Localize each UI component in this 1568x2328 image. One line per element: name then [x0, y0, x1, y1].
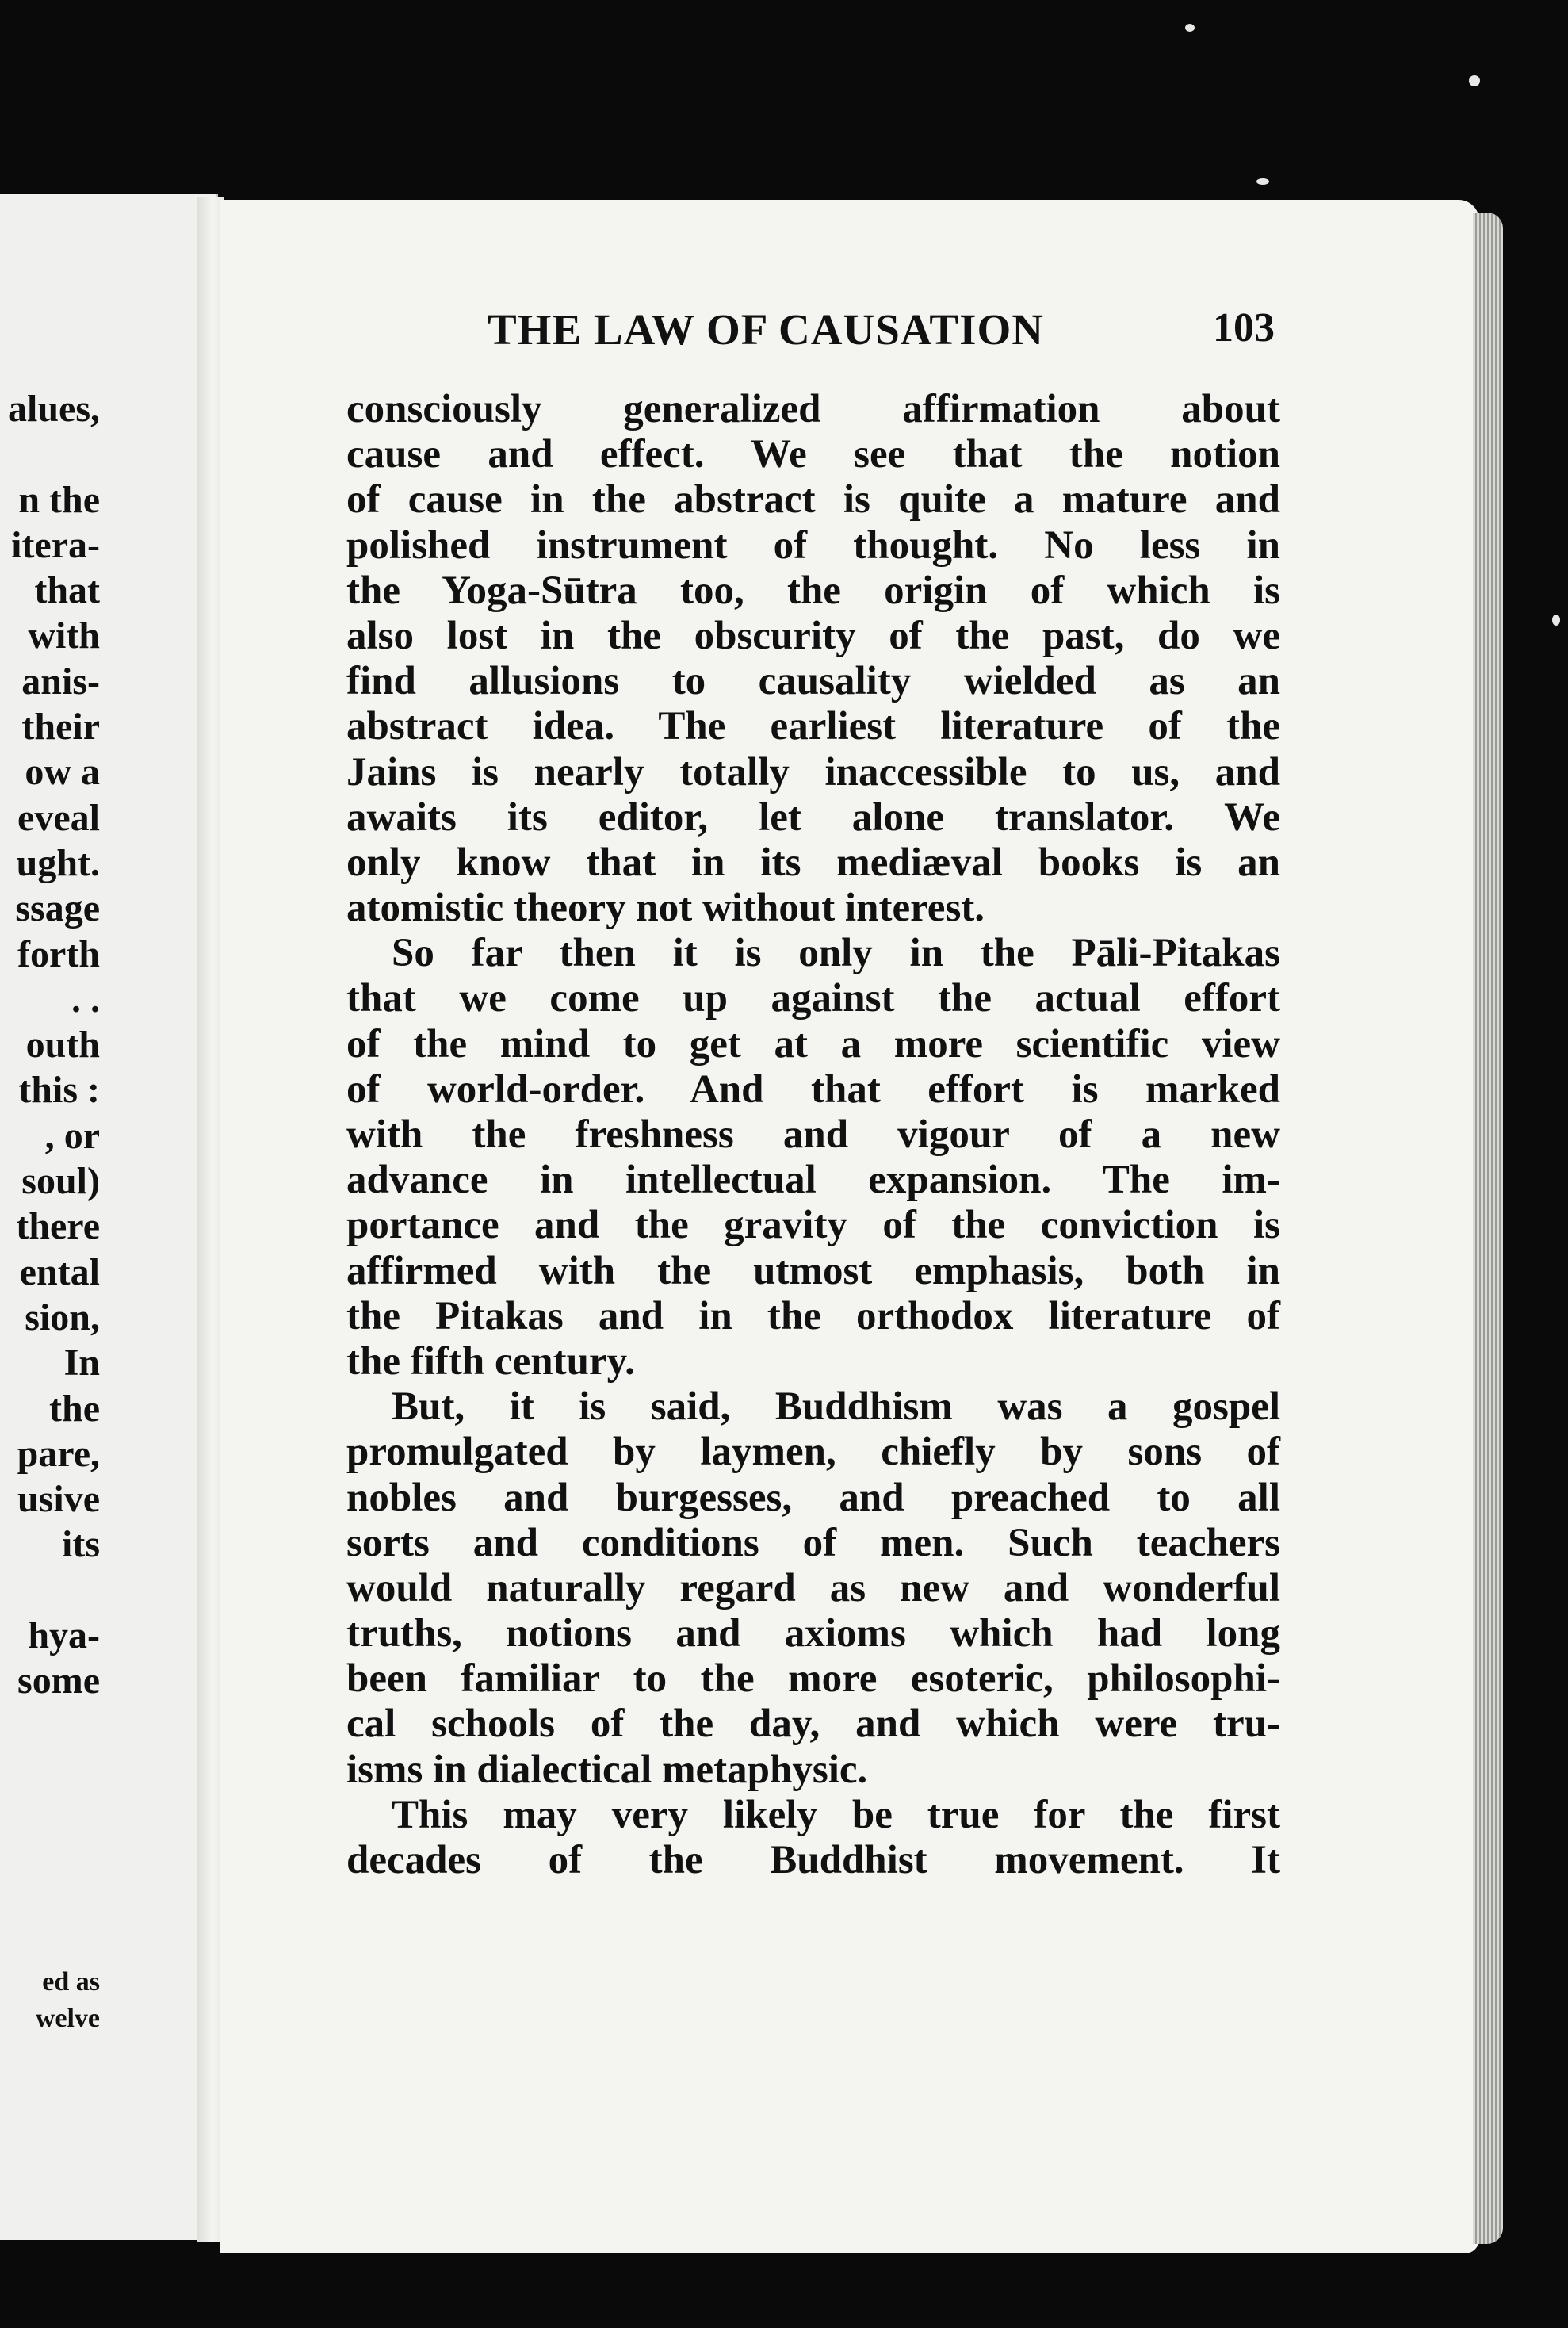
body-text	[346, 387, 1280, 1883]
text-line: polished instrument of thought. No less in	[346, 523, 1280, 568]
left-line: its	[62, 1523, 100, 1566]
text-line: affirmed with the utmost emphasis, both in	[346, 1248, 1280, 1293]
text-line: atomistic theory not without interest.	[346, 886, 985, 931]
left-line: ental	[19, 1250, 100, 1293]
left-line: ssage	[15, 887, 100, 930]
text-line: advance in intellectual expansion. The im-	[346, 1158, 1280, 1203]
left-line: soul)	[21, 1160, 100, 1203]
text-line: the Pitakas and in the orthodox literature of	[346, 1293, 1280, 1338]
left-line: there	[16, 1205, 100, 1248]
book-gutter	[197, 197, 224, 2242]
text-line: cause and effect. We see that the notion	[346, 432, 1280, 477]
left-line: anis-	[21, 660, 100, 703]
left-line: In	[63, 1342, 100, 1384]
left-line: hya-	[28, 1614, 100, 1657]
text-line: decades of the Buddhist movement. It	[346, 1838, 1280, 1882]
left-line: ught.	[16, 841, 100, 884]
page-number: 103	[1213, 305, 1275, 350]
left-line: , or	[44, 1114, 100, 1157]
left-line	[8, 1568, 100, 1613]
left-line: pare,	[17, 1432, 100, 1475]
text-line: the Yoga-Sūtra too, the origin of which is	[346, 568, 1280, 613]
left-page	[0, 194, 218, 2240]
left-line: itera-	[11, 523, 100, 566]
text-line: isms in dialectical metaphysic.	[346, 1747, 868, 1792]
left-line: their	[21, 706, 100, 749]
text-line: of the mind to get at a more scientific view	[346, 1021, 1280, 1066]
text-line: find allusions to causality wielded as an	[346, 659, 1280, 704]
text-line: portance and the gravity of the conviction is	[346, 1203, 1280, 1248]
dust-speck	[1469, 75, 1480, 86]
text-line: awaits its editor, let alone translator. We	[346, 795, 1280, 840]
text-line: consciously generalized affirmation about	[346, 387, 1280, 431]
text-line: abstract idea. The earliest literature of the	[346, 704, 1280, 749]
left-line: some	[17, 1660, 100, 1702]
text-line: also lost in the obscurity of the past, do we	[346, 613, 1280, 658]
left-footnote-line: welve	[35, 2004, 100, 2033]
text-line: So far then it is only in the Pāli-Pitakas	[392, 931, 1280, 976]
text-line: sorts and conditions of men. Such teachers	[346, 1520, 1280, 1565]
dust-speck	[1185, 24, 1195, 32]
left-line: sion,	[25, 1296, 100, 1338]
running-head-title: THE LAW OF CAUSATION	[488, 305, 1045, 354]
text-line: of cause in the abstract is quite a mature and	[346, 477, 1280, 523]
left-page-text-fragments	[8, 386, 100, 1704]
left-line: outh	[25, 1024, 100, 1066]
text-line: only know that in its mediæval books is an	[346, 840, 1280, 885]
left-line: that	[34, 569, 100, 612]
left-line: n the	[18, 478, 100, 521]
text-line: that we come up against the actual effort	[346, 976, 1280, 1021]
text-line: of world-order. And that effort is marked	[346, 1066, 1280, 1112]
running-head	[488, 304, 1280, 357]
text-line: Jains is nearly totally inaccessible to us, and	[346, 749, 1280, 795]
left-line: with	[28, 615, 100, 657]
text-line: with the freshness and vigour of a new	[346, 1112, 1280, 1157]
left-line: usive	[17, 1478, 100, 1521]
left-line: this :	[18, 1069, 100, 1112]
left-line: alues,	[7, 388, 100, 430]
text-line: nobles and burgesses, and preached to all	[346, 1475, 1280, 1520]
dust-speck	[1256, 178, 1269, 185]
text-line: This may very likely be true for the first	[392, 1792, 1280, 1837]
left-line: the	[49, 1387, 100, 1430]
text-line: truths, notions and axioms which had long	[346, 1611, 1280, 1656]
text-line: the fifth century.	[346, 1338, 636, 1384]
text-line: But, it is said, Buddhism was a gospel	[392, 1384, 1280, 1430]
page-edges	[1473, 213, 1503, 2244]
text-line: been familiar to the more esoteric, philosophi-	[346, 1656, 1280, 1702]
dust-speck	[1552, 615, 1560, 626]
text-line: would naturally regard as new and wonderful	[346, 1565, 1280, 1610]
text-line: cal schools of the day, and which were tru-	[346, 1702, 1280, 1747]
left-line: forth	[17, 932, 100, 975]
text-line: promulgated by laymen, chiefly by sons of	[346, 1430, 1280, 1475]
left-page-footnote-fragments	[36, 1964, 100, 2037]
left-line: ow a	[25, 751, 100, 794]
left-line: eveal	[17, 796, 100, 839]
left-line	[8, 431, 100, 477]
left-line: . .	[71, 978, 100, 1020]
left-footnote-line: ed as	[42, 1967, 100, 1997]
